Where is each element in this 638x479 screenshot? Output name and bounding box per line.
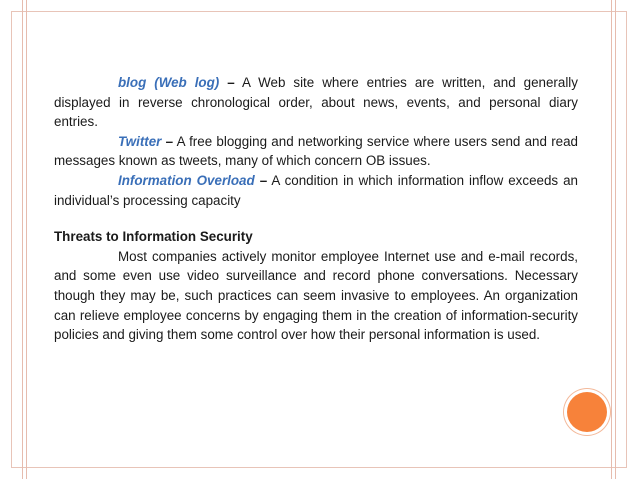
left-border-line-inner — [26, 0, 27, 479]
definition-text: A free blogging and networking service where users send and read messages known as tweets, many of which concern OB issues. — [54, 133, 578, 169]
decorative-circle — [567, 392, 607, 432]
section-body-text: Most companies actively monitor employee Internet use and e-mail records, and some even use video surveillance and record phone conversations. Necessary though they may be, such practices can seem invasive to employees. An organization can relieve employee concerns by engaging them in the creation of information-security policies and giving them some control over how their personal information is used. — [54, 248, 578, 343]
right-border-line — [615, 0, 616, 479]
section-body — [54, 247, 578, 345]
definition-term: blog (Web log) — [118, 75, 220, 90]
definition-information-overload: Information Overload – A condition in which information inflow exceeds an individual’s processing capacity — [54, 172, 578, 208]
section-heading: Threats to Information Security — [54, 229, 253, 245]
definition-text: A condition in which information inflow exceeds an individual’s processing capacity — [54, 172, 578, 208]
definition-twitter: Twitter – A free blogging and networking service where users send and read messages known as tweets, many of which concern OB issues. — [54, 133, 578, 169]
slide-content — [54, 73, 578, 345]
definition-term: Information Overload — [118, 172, 255, 188]
definition-term: Twitter — [118, 133, 162, 149]
right-border-line-inner — [611, 0, 612, 479]
definition-blog: blog (Web log) – A Web site where entries are written, and generally displayed in reverse chronological order, about news, events, and personal diary entries. — [54, 75, 578, 130]
definition-text: A Web site where entries are written, and generally displayed in reverse chronological order, about news, events, and personal diary entries. — [54, 75, 578, 130]
left-border-line — [22, 0, 23, 479]
